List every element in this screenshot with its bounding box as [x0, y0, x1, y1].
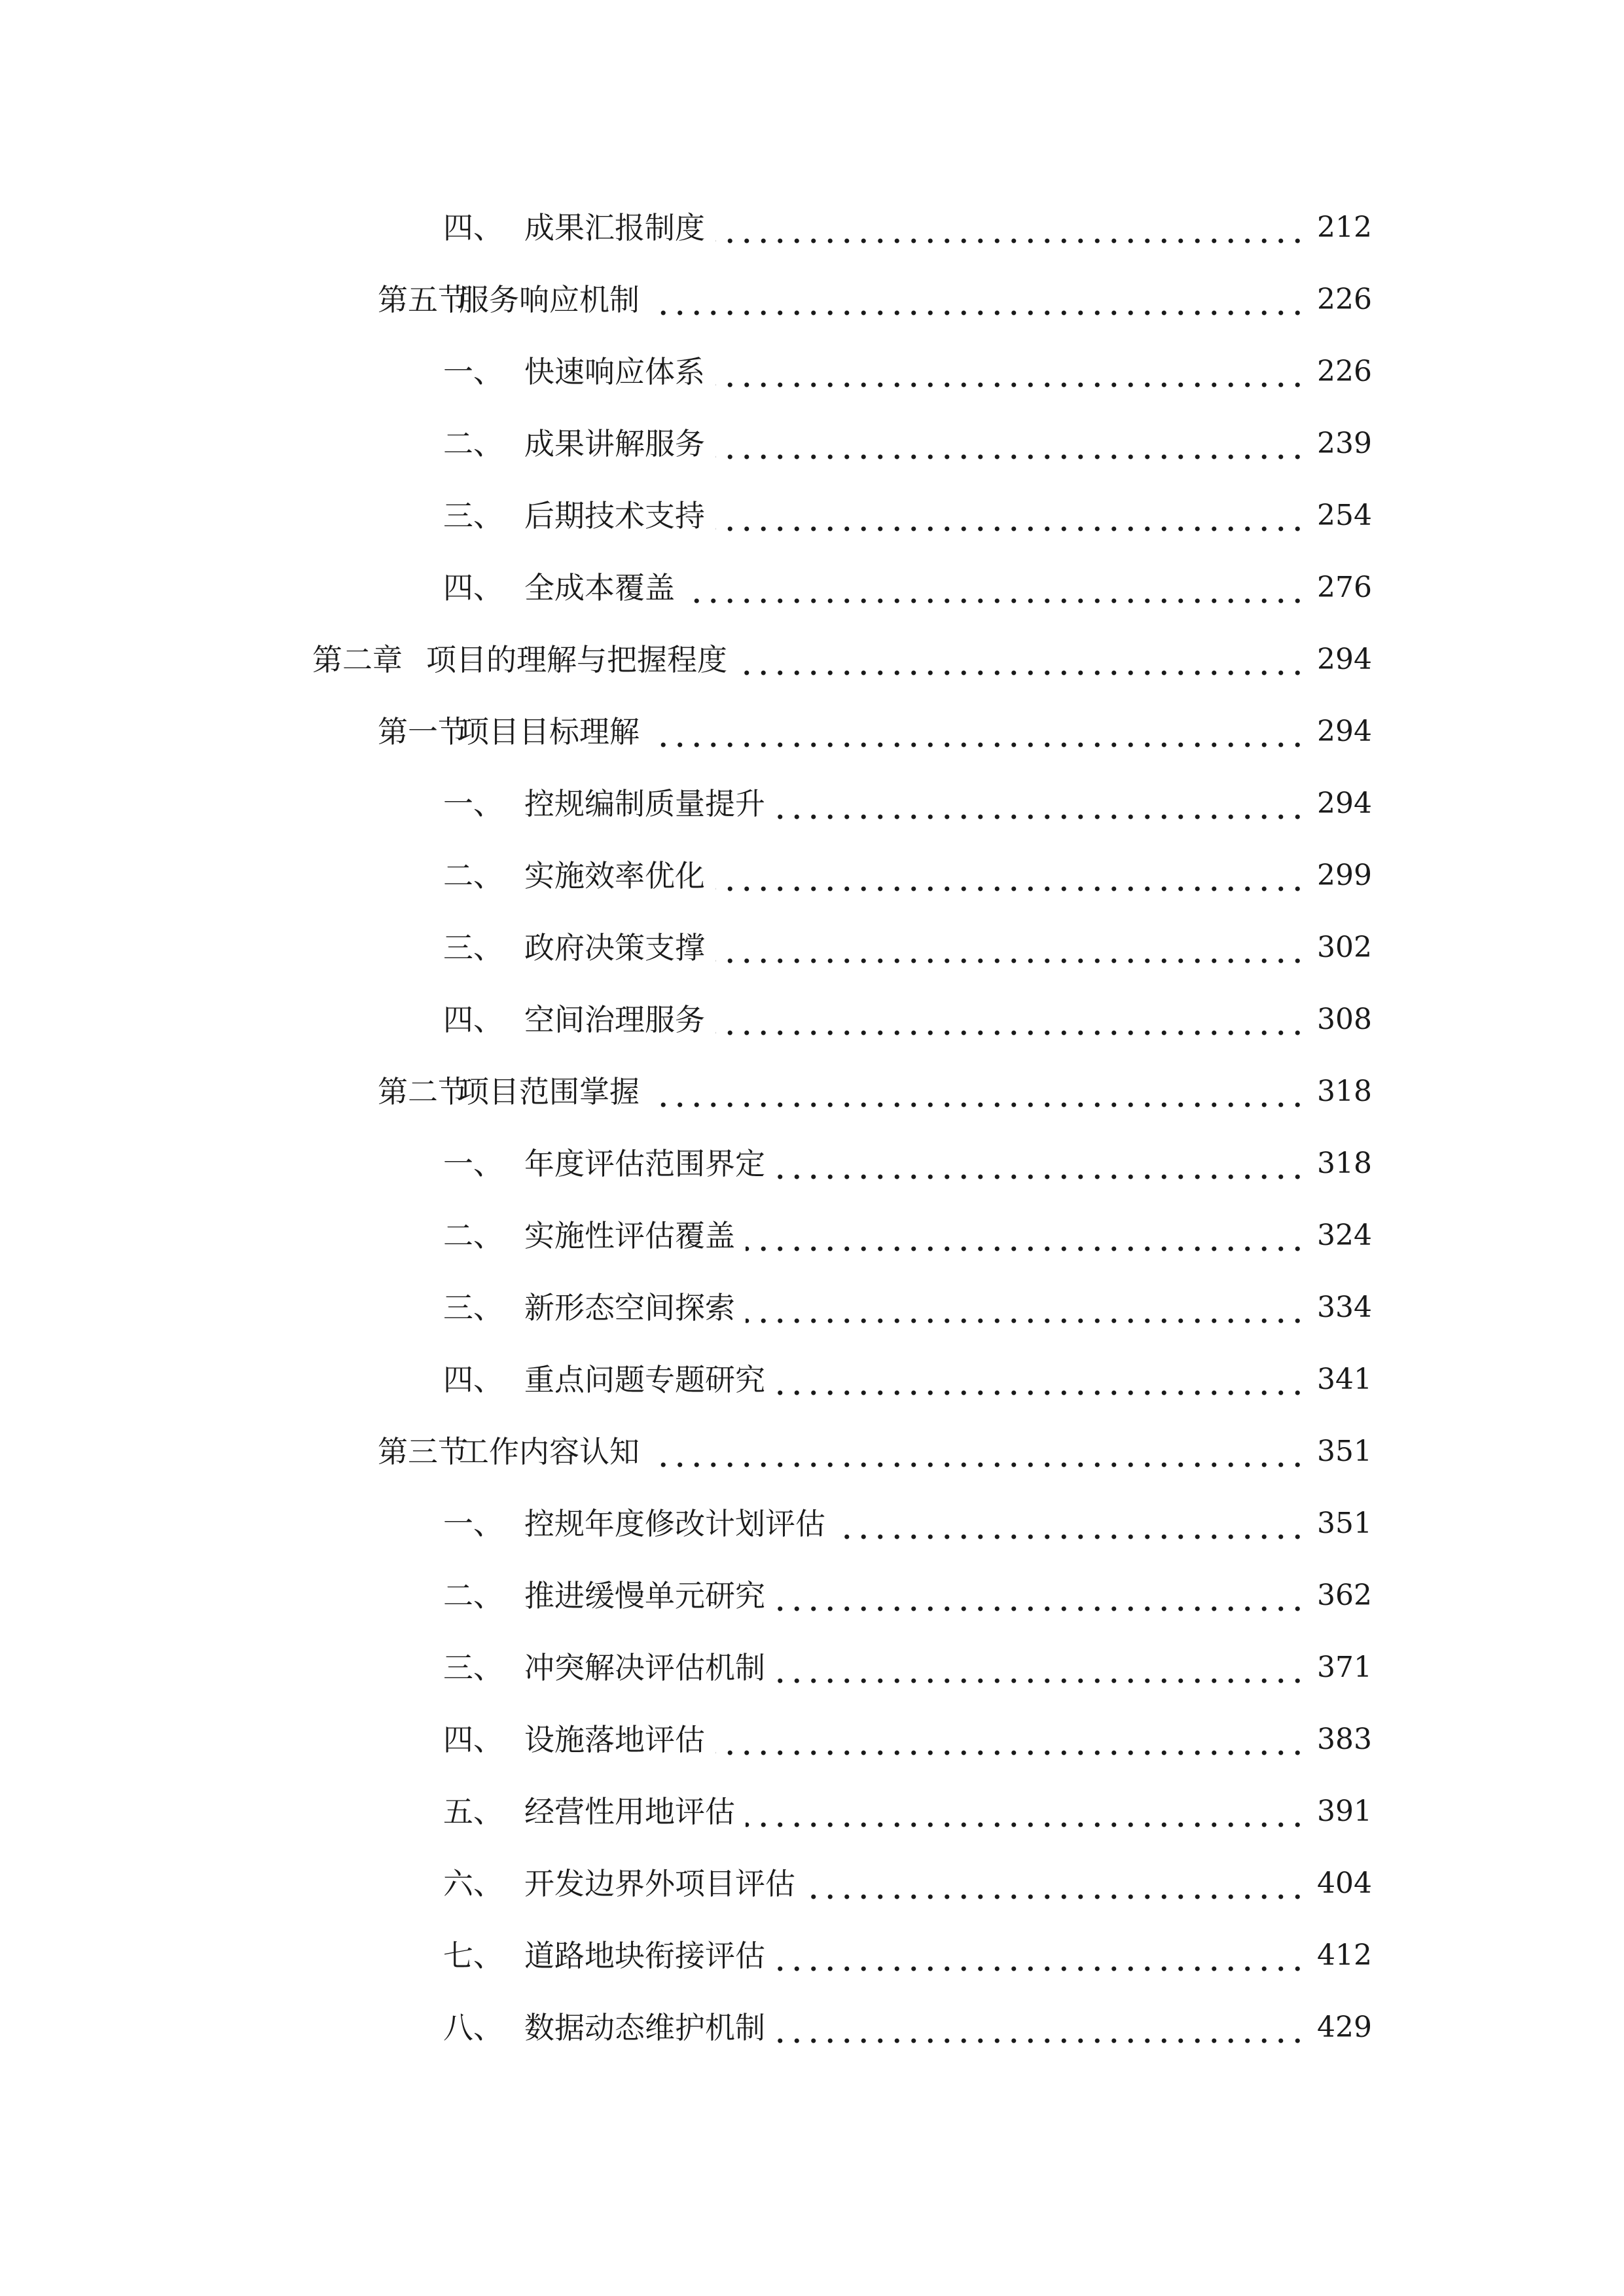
toc-dot-leader	[650, 712, 1306, 751]
toc-entry-page: 371	[1317, 1651, 1372, 1684]
toc-entry-title: 道路地块衔接评估	[524, 1938, 765, 1973]
toc-entry-number: 四、	[443, 570, 503, 605]
toc-entry-page: 404	[1317, 1867, 1372, 1900]
toc-entry-page: 239	[1317, 427, 1372, 460]
toc-entry-number: 一、	[443, 1506, 503, 1541]
toc-entry-page: 276	[1317, 571, 1372, 604]
toc-entry[interactable]	[0, 1000, 1624, 1039]
toc-entry-page: 294	[1317, 787, 1372, 820]
toc-entry-title: 后期技术支持	[524, 498, 705, 533]
toc-entry-title: 空间治理服务	[524, 1002, 705, 1037]
toc-entry-title: 项目目标理解	[459, 714, 640, 749]
toc-dot-leader	[806, 1864, 1306, 1903]
toc-entry-page: 362	[1317, 1579, 1372, 1612]
toc-dot-leader	[738, 640, 1306, 679]
toc-entry-page: 351	[1317, 1507, 1372, 1540]
toc-entry-page: 318	[1317, 1147, 1372, 1180]
toc-entry-title: 开发边界外项目评估	[524, 1866, 795, 1901]
toc-entry-title: 实施性评估覆盖	[524, 1218, 735, 1253]
toc-entry-number: 七、	[443, 1938, 503, 1973]
toc-entry[interactable]	[0, 1648, 1624, 1687]
toc-entry-label	[443, 1216, 735, 1255]
toc-entry[interactable]	[0, 352, 1624, 391]
toc-entry-label	[443, 1648, 765, 1687]
toc-entry-number: 一、	[443, 1146, 503, 1181]
toc-entry-label	[443, 1936, 765, 1975]
toc-entry-label	[443, 1504, 825, 1543]
toc-dot-leader	[776, 2008, 1306, 2047]
toc-entry[interactable]	[0, 928, 1624, 967]
toc-entry-number: 一、	[443, 354, 503, 389]
toc-entry[interactable]	[0, 1360, 1624, 1399]
toc-entry-label	[443, 1360, 765, 1399]
toc-entry-label	[443, 208, 705, 247]
toc-entry-label	[443, 568, 675, 607]
toc-entry-page: 308	[1317, 1003, 1372, 1036]
toc-entry-number: 三、	[443, 498, 503, 533]
toc-entry-label	[443, 784, 765, 823]
toc-entry-page: 318	[1317, 1075, 1372, 1108]
toc-entry-page: 294	[1317, 715, 1372, 748]
toc-entry-number: 六、	[443, 1866, 503, 1901]
toc-dot-leader	[746, 1216, 1306, 1255]
toc-entry-title: 项目的理解与把握程度	[426, 642, 727, 677]
toc-dot-leader	[650, 1072, 1306, 1111]
toc-entry[interactable]	[0, 1720, 1624, 1759]
toc-dot-leader	[650, 1432, 1306, 1471]
toc-entry-number: 第二节	[378, 1074, 468, 1109]
toc-entry-page: 254	[1317, 499, 1372, 532]
toc-entry-title: 服务响应机制	[459, 282, 640, 317]
toc-entry-title: 推进缓慢单元研究	[524, 1578, 765, 1613]
toc-dot-leader	[715, 208, 1306, 247]
toc-entry[interactable]	[0, 1288, 1624, 1327]
toc-dot-leader	[715, 928, 1306, 967]
toc-entry-title: 新形态空间探索	[524, 1290, 735, 1325]
toc-entry-title: 全成本覆盖	[524, 570, 675, 605]
toc-entry-page: 412	[1317, 1939, 1372, 1972]
toc-entry[interactable]	[0, 2008, 1624, 2047]
toc-entry-title: 成果汇报制度	[524, 210, 705, 245]
toc-entry-label	[443, 496, 705, 535]
toc-entry-title: 经营性用地评估	[524, 1794, 735, 1829]
toc-entry-number: 一、	[443, 786, 503, 821]
toc-entry[interactable]	[0, 1792, 1624, 1831]
toc-entry-label	[443, 1864, 795, 1903]
toc-entry-number: 四、	[443, 1362, 503, 1397]
toc-entry-page: 226	[1317, 283, 1372, 316]
toc-entry-page: 429	[1317, 2011, 1372, 2044]
toc-entry-label	[378, 280, 640, 319]
toc-entry-title: 冲突解决评估机制	[524, 1650, 765, 1685]
toc-entry-page: 226	[1317, 355, 1372, 388]
toc-dot-leader	[776, 784, 1306, 823]
toc-entry-label	[443, 1720, 705, 1759]
toc-entry-number: 八、	[443, 2010, 503, 2045]
toc-dot-leader	[715, 352, 1306, 391]
toc-dot-leader	[776, 1576, 1306, 1615]
toc-entry-number: 第二章	[312, 642, 403, 677]
toc-entry-label	[443, 2008, 765, 2047]
toc-dot-leader	[776, 1936, 1306, 1975]
toc-entry-title: 快速响应体系	[524, 354, 705, 389]
toc-entry[interactable]	[0, 1072, 1624, 1111]
toc-entry-number: 三、	[443, 1290, 503, 1325]
toc-entry-number: 四、	[443, 1722, 503, 1757]
toc-entry[interactable]	[0, 1432, 1624, 1471]
toc-entry-label	[378, 1072, 640, 1111]
toc-entry[interactable]	[0, 208, 1624, 247]
toc-dot-leader	[685, 568, 1306, 607]
toc-entry-label	[443, 856, 705, 895]
toc-entry-number: 二、	[443, 426, 503, 461]
toc-entry[interactable]	[0, 712, 1624, 751]
toc-entry-title: 项目范围掌握	[459, 1074, 640, 1109]
toc-entry-number: 二、	[443, 1218, 503, 1253]
toc-entry-number: 第五节	[378, 282, 468, 317]
toc-entry[interactable]	[0, 1936, 1624, 1975]
toc-entry-label	[378, 712, 640, 751]
toc-dot-leader	[746, 1792, 1306, 1831]
toc-entry-number: 第三节	[378, 1434, 468, 1469]
toc-entry[interactable]	[0, 1504, 1624, 1543]
toc-entry-title: 政府决策支撑	[524, 930, 705, 965]
toc-entry-title: 控规编制质量提升	[524, 786, 765, 821]
toc-entry-number: 第一节	[378, 714, 468, 749]
toc-entry-label	[443, 1576, 765, 1615]
toc-entry-page: 302	[1317, 931, 1372, 964]
toc-dot-leader	[776, 1144, 1306, 1183]
toc-entry-number: 三、	[443, 1650, 503, 1685]
toc-entry-label	[378, 1432, 640, 1471]
toc-entry-number: 四、	[443, 210, 503, 245]
toc-dot-leader	[715, 1720, 1306, 1759]
toc-entry[interactable]	[0, 1144, 1624, 1183]
toc-entry-label	[443, 1792, 735, 1831]
toc-entry-title: 重点问题专题研究	[524, 1362, 765, 1397]
toc-entry[interactable]	[0, 280, 1624, 319]
toc-entry-number: 二、	[443, 1578, 503, 1613]
toc-dot-leader	[715, 424, 1306, 463]
toc-dot-leader	[715, 1000, 1306, 1039]
toc-dot-leader	[746, 1288, 1306, 1327]
toc-entry-page: 383	[1317, 1723, 1372, 1756]
toc-entry-page: 341	[1317, 1363, 1372, 1396]
toc-entry[interactable]	[0, 784, 1624, 823]
toc-entry-page: 334	[1317, 1291, 1372, 1324]
toc-entry-title: 实施效率优化	[524, 858, 705, 893]
toc-entry-page: 351	[1317, 1435, 1372, 1468]
toc-entry-label	[443, 424, 705, 463]
toc-entry-number: 四、	[443, 1002, 503, 1037]
toc-entry-title: 控规年度修改计划评估	[524, 1506, 825, 1541]
toc-entry[interactable]	[0, 424, 1624, 463]
toc-dot-leader	[776, 1360, 1306, 1399]
toc-dot-leader	[776, 1648, 1306, 1687]
toc-entry-number: 二、	[443, 858, 503, 893]
toc-dot-leader	[715, 496, 1306, 535]
toc-entry-title: 设施落地评估	[524, 1722, 705, 1757]
toc-entry[interactable]	[0, 496, 1624, 535]
toc-entry-number: 三、	[443, 930, 503, 965]
toc-entry-title: 工作内容认知	[459, 1434, 640, 1469]
toc-entry[interactable]	[0, 1216, 1624, 1255]
toc-entry-label	[443, 1144, 765, 1183]
toc-entry-label	[443, 928, 705, 967]
toc-entry-page: 294	[1317, 643, 1372, 676]
toc-entry[interactable]	[0, 640, 1624, 679]
toc-entry-page: 212	[1317, 211, 1372, 244]
toc-entry-label	[443, 1000, 705, 1039]
toc-entry[interactable]	[0, 1576, 1624, 1615]
toc-entry-title: 数据动态维护机制	[524, 2010, 765, 2045]
toc-entry-page: 299	[1317, 859, 1372, 892]
toc-entry-page: 391	[1317, 1795, 1372, 1828]
toc-entry-page: 324	[1317, 1219, 1372, 1252]
toc-entry[interactable]	[0, 856, 1624, 895]
toc-entry[interactable]	[0, 1864, 1624, 1903]
toc-dot-leader	[650, 280, 1306, 319]
toc-entry-title: 年度评估范围界定	[524, 1146, 765, 1181]
toc-entry-label	[443, 352, 705, 391]
toc-dot-leader	[836, 1504, 1306, 1543]
toc-entry-title: 成果讲解服务	[524, 426, 705, 461]
toc-dot-leader	[715, 856, 1306, 895]
toc-entry-label	[443, 1288, 735, 1327]
toc-entry-label	[312, 640, 727, 679]
toc-entry-number: 五、	[443, 1794, 503, 1829]
toc-entry[interactable]	[0, 568, 1624, 607]
